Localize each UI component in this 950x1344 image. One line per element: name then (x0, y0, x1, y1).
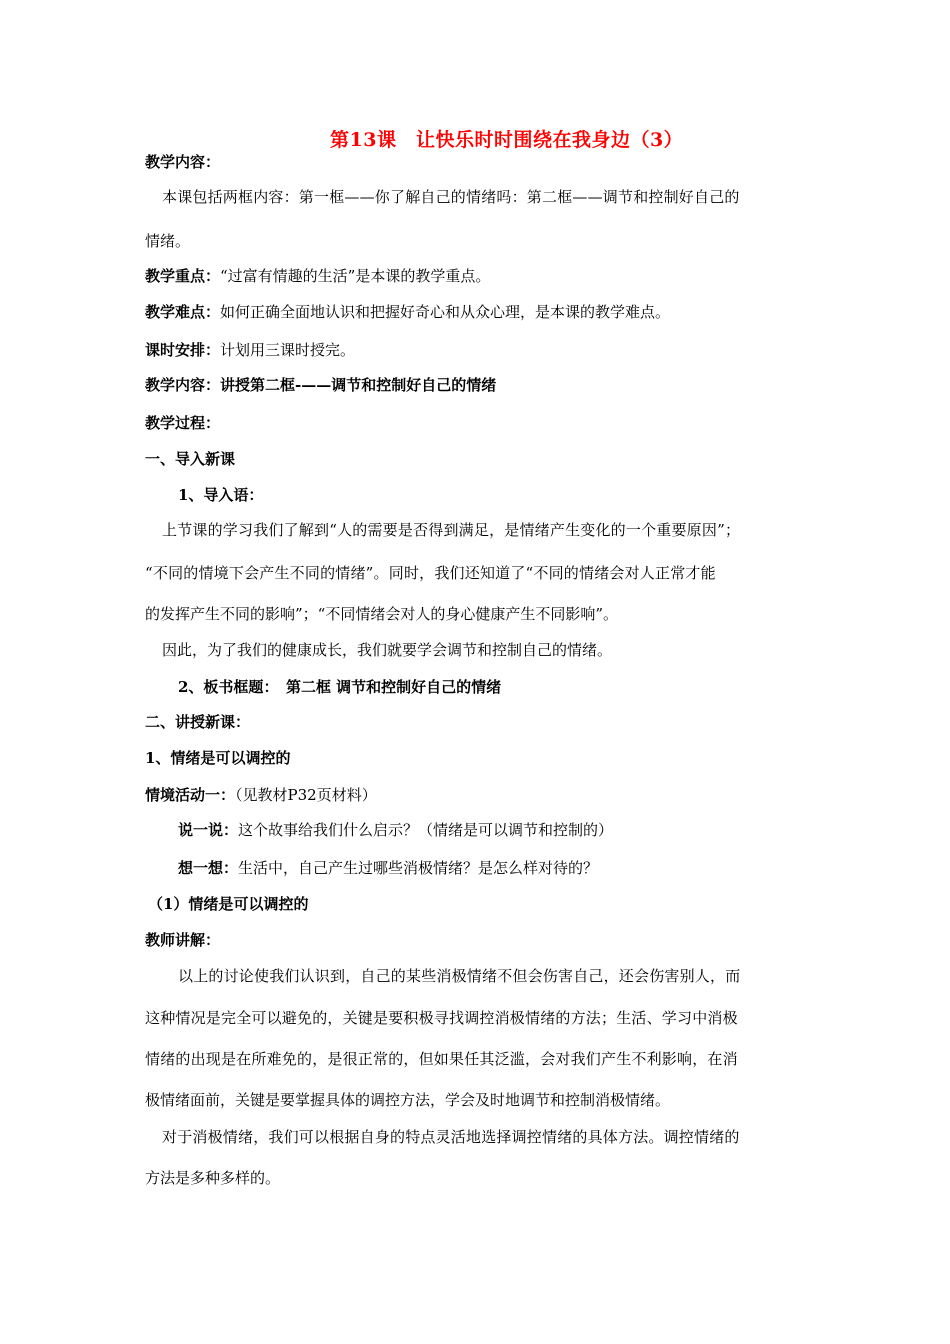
explanation-line-3: 情绪的出现是在所难免的，是很正常的，但如果任其泛滥，会对我们产生不利影响，在消 (145, 1050, 738, 1068)
teacher-explanation-heading: 教师讲解： (145, 931, 221, 949)
class-schedule (145, 340, 355, 360)
intro-paragraph-line-2: “不同的情境下会产生不同的情绪”。同时，我们还知道了“不同的情绪会对人正常才能 (145, 564, 716, 582)
teaching-difficulty-label: 教学难点： (145, 303, 221, 321)
board-title-heading: 2、板书框题： 第二框 调节和控制好自己的情绪 (178, 678, 502, 696)
activity-one-text: （见教材P32页材料） (235, 786, 377, 804)
explanation-line-4: 极情绪面前，关键是要掌握具体的调控方法，学会及时地调节和控制消极情绪。 (145, 1091, 671, 1109)
methods-line-1: 对于消极情绪，我们可以根据自身的特点灵活地选择调控情绪的具体方法。调控情绪的 (162, 1128, 740, 1146)
explanation-line-2: 这种情况是完全可以避免的，关键是要积极寻找调控消极情绪的方法；生活、学习中消极 (145, 1009, 738, 1027)
lesson-content-heading: 教学内容：讲授第二框-——调节和控制好自己的情绪 (145, 376, 497, 394)
activity-one-label: 情境活动一： (145, 786, 236, 804)
say-it-text: 这个故事给我们什么启示？（情绪是可以调节和控制的） (238, 821, 614, 839)
teaching-process-heading: 教学过程： (145, 414, 221, 432)
intro-words-heading: 1、导入语： (178, 486, 264, 504)
teaching-focus (145, 266, 490, 286)
intro-paragraph-line-4: 因此，为了我们的健康成长，我们就要学会调节和控制自己的情绪。 (162, 641, 613, 659)
class-schedule-label: 课时安排： (145, 341, 221, 359)
think-it-label: 想一想： (178, 859, 239, 877)
intro-paragraph-line-1: 上节课的学习我们了解到“人的需要是否得到满足，是情绪产生变化的一个重要原因”； (162, 521, 741, 539)
page-title: 第13课 让快乐时时围绕在我身边（3） (330, 129, 684, 151)
teaching-focus-label: 教学重点： (145, 267, 221, 285)
paragraph-intro-line-2: 情绪。 (145, 232, 191, 250)
think-it-text: 生活中，自己产生过哪些消极情绪？是怎么样对待的？ (238, 859, 599, 877)
think-it (178, 858, 598, 878)
intro-paragraph-line-3: 的发挥产生不同的影响”；“不同情绪会对人的身心健康产生不同影响”。 (145, 605, 619, 623)
subsection-emotion-controllable: 1、情绪是可以调控的 (145, 749, 291, 767)
class-schedule-text: 计划用三课时授完。 (220, 341, 356, 359)
teaching-difficulty-text: 如何正确全面地认识和把握好奇心和从众心理，是本课的教学难点。 (220, 303, 671, 321)
say-it (178, 820, 613, 840)
point-one-heading: （1）情绪是可以调控的 (148, 895, 309, 913)
methods-line-2: 方法是多种多样的。 (145, 1169, 281, 1187)
section-two-heading: 二、讲授新课： (145, 713, 251, 731)
activity-one (145, 785, 377, 805)
teaching-difficulty (145, 302, 670, 322)
section-one-heading: 一、导入新课 (145, 450, 236, 468)
paragraph-intro-line-1: 本课包括两框内容：第一框——你了解自己的情绪吗：第二框——调节和控制好自己的 (162, 188, 740, 206)
teaching-focus-text: “过富有情趣的生活”是本课的教学重点。 (220, 267, 491, 285)
explanation-line-1: 以上的讨论使我们认识到，自己的某些消极情绪不但会伤害自己，还会伤害别人，而 (178, 967, 741, 985)
say-it-label: 说一说： (178, 821, 239, 839)
teaching-content-label: 教学内容： (145, 153, 221, 171)
